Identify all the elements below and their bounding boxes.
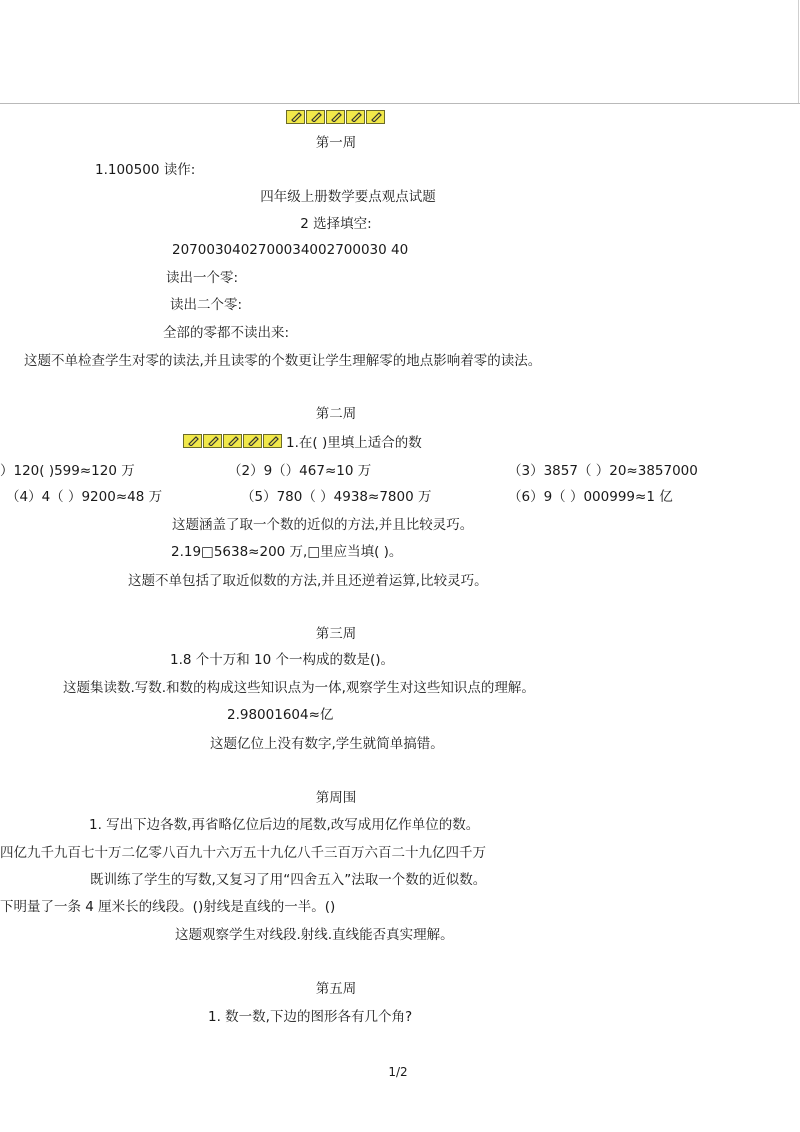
pencil-icon (286, 110, 305, 124)
week4-note1: 既训练了学生的写数,又复习了用“四舍五入”法取一个数的近似数。 (90, 872, 487, 888)
decorative-icon-strip (183, 434, 282, 448)
week2-note2: 这题不单包括了取近似数的方法,并且还逆着运算,比较灵巧。 (128, 573, 488, 589)
week2-item5: （5）780（ ）4938≈7800 万 (241, 489, 432, 505)
week2-item2: （2）9（）467≈10 万 (228, 463, 372, 479)
pencil-icon (326, 110, 345, 124)
week1-question1: 1.100500 读作: (95, 162, 196, 178)
week5-title: 第五周 (315, 981, 357, 997)
week3-note2: 这题亿位上没有数字,学生就简单搞错。 (210, 736, 444, 752)
week2-item1: ）120( )599≈120 万 (0, 463, 135, 479)
pencil-icon (346, 110, 365, 124)
week1-note: 这题不单检查学生对零的读法,并且读零的个数更让学生理解零的地点影响着零的读法。 (24, 353, 542, 369)
week1-number: 2070030402700034002700030 40 (172, 242, 409, 258)
page-number: 1/2 (388, 1065, 408, 1079)
week1-option3: 全部的零都不读出来: (163, 325, 290, 341)
header-edge-line (798, 0, 799, 103)
week2-item6: （6）9（ ）000999≈1 亿 (508, 489, 673, 505)
week2-item4: （4）4（ ）9200≈48 万 (6, 489, 163, 505)
week4-numbers: 四亿九千九百七十万二亿零八百九十六万五十九亿八千三百万六百二十九亿四千万 (0, 845, 486, 861)
week1-title: 第一周 (315, 135, 357, 151)
week3-question1: 1.8 个十万和 10 个一构成的数是()。 (170, 652, 395, 668)
week1-question2: 2 选择填空: (300, 216, 372, 232)
week5-question1: 1. 数一数,下边的图形各有几个角? (208, 1009, 413, 1025)
pencil-icon (263, 434, 282, 448)
header-divider (0, 103, 800, 104)
pencil-icon (203, 434, 222, 448)
pencil-icon (183, 434, 202, 448)
week1-option1: 读出一个零: (166, 270, 239, 286)
week3-question2: 2.98001604≈亿 (227, 707, 334, 723)
document-title: 四年级上册数学要点观点试题 (260, 189, 436, 205)
week4-question1: 1. 写出下边各数,再省略亿位后边的尾数,改写成用亿作单位的数。 (89, 817, 480, 833)
week4-title: 第周围 (315, 790, 357, 806)
week2-title: 第二周 (315, 406, 357, 422)
week2-question2: 2.19□5638≈200 万,□里应当填( )。 (171, 544, 403, 560)
pencil-icon (306, 110, 325, 124)
week1-option2: 读出二个零: (170, 297, 243, 313)
week4-question2: 下明量了一条 4 厘米长的线段。()射线是直线的一半。() (0, 899, 336, 915)
pencil-icon (366, 110, 385, 124)
pencil-icon (243, 434, 262, 448)
week2-question1: 1.在( )里填上适合的数 (286, 435, 422, 451)
week3-note1: 这题集读数.写数.和数的构成这些知识点为一体,观察学生对这些知识点的理解。 (63, 680, 535, 696)
pencil-icon (223, 434, 242, 448)
week3-title: 第三周 (315, 626, 357, 642)
week2-item3: （3）3857（ ）20≈3857000 (508, 463, 698, 479)
week4-note2: 这题观察学生对线段.射线.直线能否真实理解。 (175, 927, 454, 943)
week2-note1: 这题涵盖了取一个数的近似的方法,并且比较灵巧。 (172, 517, 474, 533)
decorative-icon-strip (286, 110, 385, 124)
